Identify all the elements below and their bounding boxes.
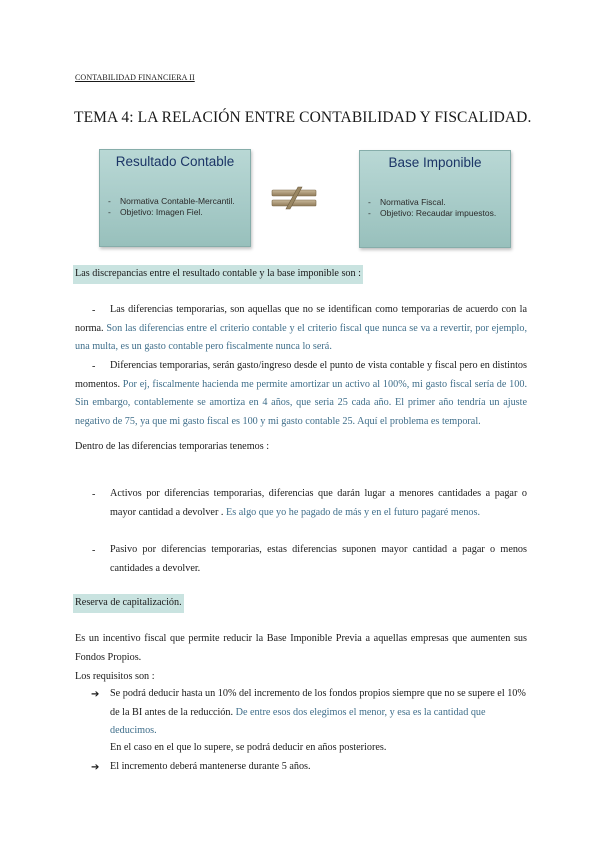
section-heading: Reserva de capitalización. — [75, 594, 184, 613]
base-imponible-box — [359, 150, 511, 248]
course-header: CONTABILIDAD FINANCIERA II — [75, 73, 195, 82]
list-item: El incremento deberá mantenerse durante 5 años. — [110, 761, 311, 772]
list-item: - Objetivo: Imagen Fiel. — [108, 207, 203, 217]
list-item: - Normativa Fiscal. — [368, 197, 446, 207]
list-item: Activos por diferencias temporarias, diferencias que darán lugar a menores cantidades a pagar o mayor cantidad a devolver . Es algo que yo he pagado de más y en el futuro pagaré menos. — [110, 488, 527, 518]
list-item: - Normativa Contable-Mercantil. — [108, 196, 235, 206]
dash-marker: - — [92, 545, 96, 556]
box-title: Resultado Contable — [115, 154, 235, 169]
section-intro: Dentro de las diferencias temporarias tenemos : — [75, 441, 270, 452]
arrow-right-icon: ➔ — [91, 689, 100, 700]
dash-marker: - — [92, 489, 96, 500]
list-item: Se podrá deducir hasta un 10% del incremento de los fondos propios siempre que no se supere el 10% de la BI antes de la reducción. De entre esos dos elegimos el menor, y esa es la cantidad que deducimos. — [110, 688, 526, 736]
section-heading: Las discrepancias entre el resultado contable y la base imponible son : — [75, 265, 363, 284]
dash-marker: - — [92, 305, 96, 316]
list-item-continuation: En el caso en el que lo supere, se podrá deducir en años posteriores. — [110, 742, 387, 753]
resultado-contable-box — [99, 149, 251, 247]
arrow-right-icon: ➔ — [91, 762, 100, 773]
page-title: TEMA 4: LA RELACIÓN ENTRE CONTABILIDAD Y FISCALIDAD. — [74, 109, 532, 126]
section-intro: Es un incentivo fiscal que permite reducir la Base Imponible Previa a aquellas empresas que aumenten sus Fondos Propios. — [75, 633, 527, 663]
box-list — [108, 196, 246, 218]
box-title: Base Imponible — [388, 155, 482, 170]
not-equal-icon — [270, 186, 318, 210]
list-item: Las diferencias temporarias, son aquellas que no se identifican como temporarias de acuerdo con la norma. Son las diferencias entre el criterio contable y el criterio fiscal que nunca se va a revertir, por ejemplo, una multa, es un gasto contable pero fiscalmente nunca lo será. — [75, 304, 528, 352]
box-list — [368, 197, 506, 219]
list-item: - Objetivo: Recaudar impuestos. — [368, 208, 497, 218]
list-item: Diferencias temporarias, serán gasto/ingreso desde el punto de vista contable y fiscal pero en distintos momentos. Por ej, fiscalmente hacienda me permite amortizar un activo al 100%, mi gasto fiscal sería de 100. Sin embargo, contablemente se amortiza en 4 años, que seria 25 cada año. El primer año tendría un ajuste negativo de 75, ya que mi gasto fiscal es 100 y mi gasto contable 25. Aquí el problema es temporal. — [75, 360, 527, 427]
requirements-label: Los requisitos son : — [75, 671, 155, 682]
dash-marker: - — [92, 361, 96, 372]
list-item: Pasivo por diferencias temporarias, estas diferencias suponen mayor cantidad a pagar o menos cantidades a devolver. — [110, 544, 527, 574]
